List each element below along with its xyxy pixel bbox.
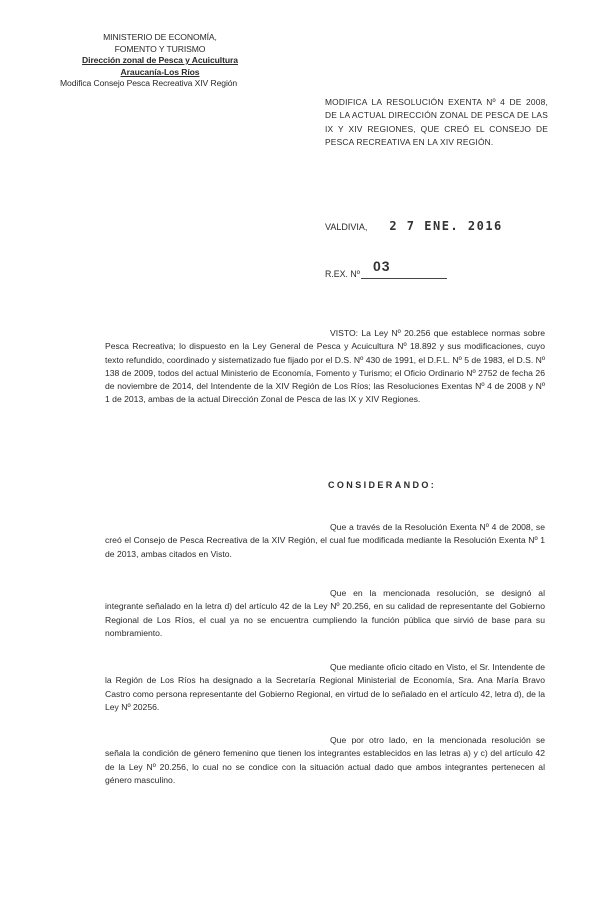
considerando-2-first: Que en la mencionada resolución, se designó al (330, 588, 545, 598)
considerando-3-first: Que mediante oficio citado en Visto, el Sr. (330, 662, 490, 672)
region-name: Araucanía-Los Ríos (120, 66, 200, 77)
visto-rest: sobre Pesca Recreativa; lo dispuesto en la Ley General de Pesca y Acuicultura Nº 18.892 y sus modificaciones, cuyo texto refundido, coordinado y sistematizado fue fijado por el D.S. Nº 430 de 1991, el D.F.L. Nº 5 de 1983, el D.S. Nº 138 de 2009, todos del actual Ministerio de Economía, Fomento y Turismo; el Oficio Ordinario Nº 2752 de fecha 26 de noviembre de 2014, del Intendente de la XIV Región de Los Ríos; las Resoluciones Exentas Nº 4 de 2008 y Nº 1 de 2013, ambas de la actual Dirección Zonal de Pesca de las IX y XIV Regiones. (105, 328, 546, 405)
considerando-4-first: Que por otro lado, en la mencionada resolución (330, 735, 531, 745)
resolution-number-line (325, 258, 545, 279)
considerando-2-rest: integrante señalado en la letra d) del artículo 42 de la Ley Nº 20.256, en su calidad de representante del Gobierno Regional de Los Ríos, el cual ya no se encuentra cumpliendo la función pública que sirvió de base para su nombramiento. (105, 601, 545, 638)
considerando-paragraph-4 (105, 734, 545, 787)
ministry-subname: FOMENTO Y TURISMO (114, 43, 206, 54)
considerando-paragraph-3 (105, 661, 545, 714)
resolution-subject: MODIFICA LA RESOLUCIÓN EXENTA Nº 4 DE 2008, DE LA ACTUAL DIRECCIÓN ZONAL DE PESCA DE LAS IX Y XIV REGIONES, QUE CREÓ EL CONSEJO DE PESCA RECREATIVA EN LA XIV REGIÓN. (325, 97, 548, 148)
document-reference: Modifica Consejo Pesca Recreativa XIV Región (60, 78, 238, 89)
letterhead (60, 32, 260, 90)
considerando-3-rest: Intendente de la Región de Los Ríos ha designado a la Secretaría Regional Ministerial de Economía, Sra. Ana María Bravo Castro como persona representante del Gobierno Regional, en virtud de lo señalado en el artículo 42, letra d), de la Ley Nº 20256. (105, 662, 545, 712)
resolution-number-blank (361, 258, 447, 279)
considerando-4-rest: se señala la condición de género femenino que tienen los integrantes establecidos en las letras a) y c) del artículo 42 de la Ley Nº 20.256, lo cual no se condice con la situación actual dado que ambos integrantes pertenecen al género masculino. (105, 735, 546, 785)
considerando-paragraph-2 (105, 587, 545, 640)
directorate-name: Dirección zonal de Pesca y Acuicultura (82, 55, 238, 66)
considerando-paragraph-1 (105, 521, 545, 561)
visto-paragraph (105, 327, 545, 407)
considerando-1-first: Que a través de la Resolución Exenta Nº 4 de (330, 522, 509, 532)
date-line (325, 219, 565, 233)
date-stamp: 2 7 ENE. 2016 (389, 219, 503, 233)
resolution-number: 03 (373, 258, 391, 274)
considerando-heading: CONSIDERANDO: (328, 480, 437, 490)
resolution-number-label: R.EX. Nº (325, 269, 360, 279)
date-place: VALDIVIA, (325, 222, 368, 232)
considerando-1-rest: 2008, se creó el Consejo de Pesca Recreativa de la XIV Región, el cual fue modificada mediante la Resolución Exenta Nº 1 de 2013, ambas citados en Visto. (105, 522, 545, 559)
visto-first-line: VISTO: La Ley Nº 20.256 que establece normas (330, 328, 521, 338)
ministry-name: MINISTERIO DE ECONOMÍA, (103, 32, 217, 42)
